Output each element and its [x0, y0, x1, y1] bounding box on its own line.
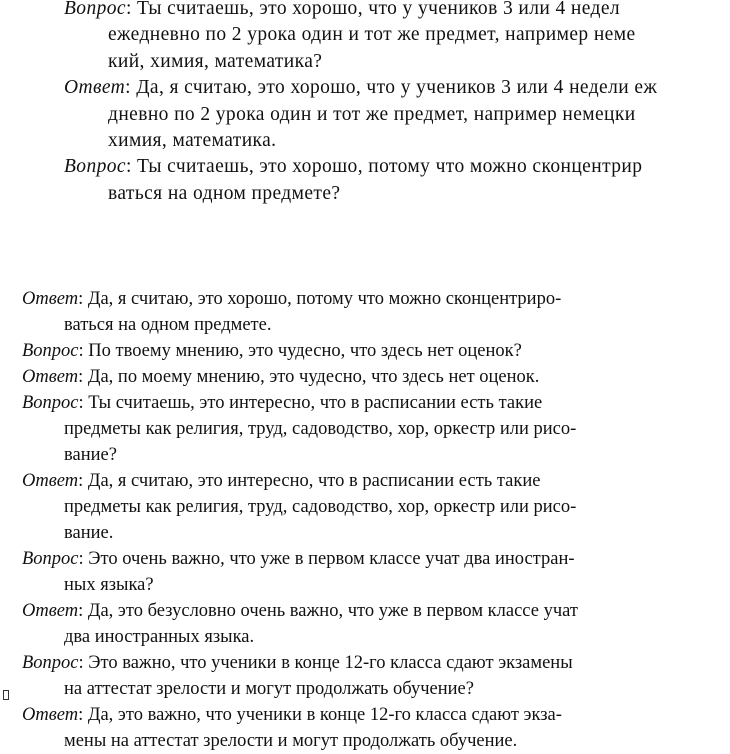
answer-label: Ответ [22, 471, 79, 491]
question-line [64, 22, 730, 48]
answer-label: Ответ [22, 289, 79, 309]
question-line [22, 416, 722, 442]
answer-line [64, 75, 730, 101]
answer-label: Ответ [64, 77, 126, 99]
line-text: на аттестат зрелости и могут продолжать обучение? [64, 679, 474, 699]
top-text-block [64, 0, 730, 207]
answer-line [22, 312, 722, 338]
answer-label: Ответ [22, 367, 79, 387]
question-line [22, 650, 722, 676]
question-line [22, 572, 722, 598]
answer-line [22, 494, 722, 520]
line-text: : Это очень важно, что уже в первом классе учат два иностран- [78, 549, 575, 569]
line-text: : Ты считаешь, это хорошо, потому что можно сконцентрир [125, 156, 643, 178]
question-label: Вопрос [22, 393, 79, 413]
question-line [22, 442, 722, 468]
margin-mark [3, 690, 9, 700]
answer-line [22, 624, 722, 650]
line-text: : Да, я считаю, это хорошо, что у учеников 3 или 4 недели еж [125, 77, 658, 99]
question-label: Вопрос [64, 156, 126, 178]
answer-line [64, 102, 730, 128]
answer-line [64, 128, 730, 154]
answer-label: Ответ [22, 705, 79, 725]
bottom-text-block [22, 286, 722, 754]
line-text: мены на аттестат зрелости и могут продолжать обучение. [64, 731, 518, 751]
line-text: : Да, я считаю, это интересно, что в расписании есть такие [78, 471, 541, 491]
line-text: предметы как религия, труд, садоводство, хор, оркестр или рисо- [64, 497, 577, 517]
question-label: Вопрос [22, 341, 79, 361]
line-text: химия, математика. [108, 129, 277, 151]
question-label: Вопрос [22, 549, 79, 569]
line-text: : Ты считаешь, это хорошо, что у учеников 3 или 4 недел [125, 0, 621, 19]
answer-line [22, 468, 722, 494]
line-text: ных языка? [64, 575, 154, 595]
question-line [64, 154, 730, 180]
line-text: дневно по 2 урока один и тот же предмет, например немецки [108, 103, 636, 125]
line-text: : Да, я считаю, это хорошо, потому что можно сконцентриро- [78, 289, 562, 309]
question-line [64, 49, 730, 75]
line-text: : Да, это важно, что ученики в конце 12-го класса сдают экза- [78, 705, 562, 725]
line-text: ежедневно по 2 урока один и тот же предмет, например неме [108, 24, 636, 46]
question-line [22, 676, 722, 702]
answer-line [22, 364, 722, 390]
line-text: ваться на одном предмете. [64, 315, 272, 335]
question-label: Вопрос [22, 653, 79, 673]
line-text: : Да, это безусловно очень важно, что уже в первом классе учат [78, 601, 578, 621]
answer-line [22, 520, 722, 546]
answer-line [22, 728, 722, 754]
line-text: ваться на одном предмете? [108, 182, 341, 204]
answer-line [22, 702, 722, 728]
question-line [64, 0, 730, 22]
answer-line [22, 286, 722, 312]
line-text: два иностранных языка. [64, 627, 255, 647]
line-text: : Это важно, что ученики в конце 12-го класса сдают экзамены [78, 653, 573, 673]
question-line [64, 181, 730, 207]
answer-line [22, 598, 722, 624]
line-text: : Ты считаешь, это интересно, что в расписании есть такие [78, 393, 543, 413]
question-line [22, 338, 722, 364]
line-text: : Да, по моему мнению, это чудесно, что здесь нет оценок. [78, 367, 540, 387]
question-label: Вопрос [64, 0, 126, 19]
line-text: предметы как религия, труд, садоводство, хор, оркестр или рисо- [64, 419, 577, 439]
line-text: вание. [64, 523, 114, 543]
answer-label: Ответ [22, 601, 79, 621]
line-text: вание? [64, 445, 117, 465]
line-text: : По твоему мнению, это чудесно, что здесь нет оценок? [78, 341, 522, 361]
question-line [22, 390, 722, 416]
question-line [22, 546, 722, 572]
line-text: кий, химия, математика? [108, 50, 323, 72]
